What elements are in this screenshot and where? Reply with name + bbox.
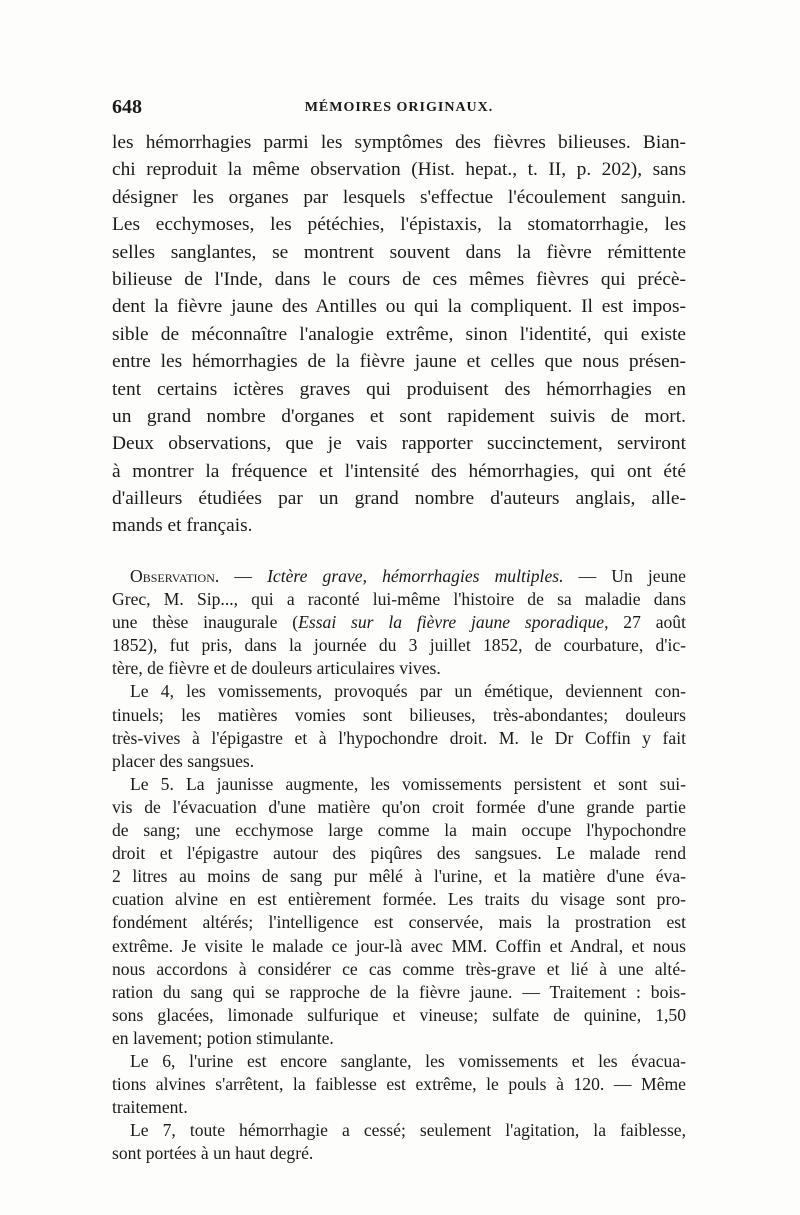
text-line: Grec, M. Sip..., qui a raconté lui-même l'histoire de sa maladie dans	[112, 589, 686, 610]
observation-title: Ictère grave, hémorrhagies multiples.	[267, 566, 564, 586]
body-text	[112, 129, 686, 540]
text-line: un grand nombre d'organes et sont rapidement suivis de mort.	[112, 405, 686, 427]
text-line: Le 6, l'urine est encore sanglante, les vomissements et les évacua-	[130, 1050, 686, 1071]
heading-continuation: Un jeune	[611, 566, 686, 586]
text-line: de sang; une ecchymose large comme la main occupe l'hypochondre	[112, 820, 686, 841]
page-header	[112, 96, 686, 124]
text-line: Les ecchymoses, les pétéchies, l'épistaxis, la stomatorrhagie, les	[112, 214, 686, 236]
cited-thesis-title: Essai sur la fièvre jaune sporadique	[298, 612, 605, 633]
citation-prefix: une thèse inaugurale (	[112, 612, 299, 633]
heading-dash: —	[219, 566, 268, 586]
text-line: cuation alvine en est entièrement formée. Les traits du visage sont pro-	[112, 889, 686, 910]
text-line: très-vives à l'épigastre et à l'hypochondre droit. M. le Dr Coffin y fait	[112, 727, 686, 748]
observation-section	[112, 565, 686, 1165]
text-line: bilieuse de l'Inde, dans le cours de ces mêmes fièvres qui précè-	[112, 268, 686, 290]
text-line: sont portées à un haut degré.	[112, 1143, 314, 1164]
text-line: vis de l'évacuation d'une matière qu'on croit formée d'une grande partie	[112, 796, 686, 817]
text-line: Le 4, les vomissements, provoqués par un émétique, deviennent con-	[130, 681, 686, 702]
text-line: 1852), fut pris, dans la journée du 3 juillet 1852, de courbature, d'ic-	[112, 635, 686, 656]
text-line: extrême. Je visite le malade ce jour-là avec MM. Coffin et Andral, et nous	[112, 935, 686, 956]
text-line: ration du sang qui se rapproche de la fièvre jaune. — Traitement : bois-	[112, 981, 686, 1002]
text-line: tère, de fièvre et de douleurs articulaires vives.	[112, 658, 441, 679]
text-line: Le 7, toute hémorrhagie a cessé; seulement l'agitation, la faiblesse,	[130, 1120, 686, 1141]
text-line: traitement.	[112, 1097, 188, 1118]
text-line: tinuels; les matières vomies sont bilieuses, très-abondantes; douleurs	[112, 704, 686, 725]
text-line: nous accordons à considérer ce cas comme très-grave et lié à une alté-	[112, 958, 686, 979]
citation-line	[112, 611, 686, 634]
text-line: 2 litres au moins de sang pur mêlé à l'urine, et la matière d'une éva-	[112, 866, 686, 887]
text-line: placer des sangsues.	[112, 750, 255, 771]
observation-label: Observation.	[130, 566, 220, 586]
text-line: sons glacées, limonade sulfurique et vineuse; sulfate de quinine, 1,50	[112, 1004, 686, 1025]
text-line: droit et l'épigastre autour des piqûres des sangsues. Le malade rend	[112, 843, 686, 864]
text-line: d'ailleurs étudiées par un grand nombre d'auteurs anglais, alle-	[112, 488, 686, 510]
text-line: dent la fièvre jaune des Antilles ou qui la compliquent. Il est impos-	[112, 296, 686, 318]
text-line: selles sanglantes, se montrent souvent dans la fièvre rémittente	[112, 241, 686, 263]
text-line: entre les hémorrhagies de la fièvre jaune et celles que nous présen-	[112, 351, 686, 373]
text-line: à montrer la fréquence et l'intensité des hémorrhagies, qui ont été	[112, 460, 686, 482]
text-line: en lavement; potion stimulante.	[112, 1027, 334, 1048]
text-line: tions alvines s'arrêtent, la faiblesse est extrême, le pouls à 120. — Même	[112, 1074, 686, 1095]
text-line: chi reproduit la même observation (Hist. hepat., t. II, p. 202), sans	[112, 159, 686, 181]
heading-dash: —	[563, 566, 612, 586]
text-line: Deux observations, que je vais rapporter succinctement, serviront	[112, 433, 686, 455]
text-line: sible de méconnaître l'analogie extrême, sinon l'identité, qui existe	[112, 323, 686, 345]
text-line: fondément altérés; l'intelligence est conservée, mais la prostration est	[112, 912, 686, 933]
observation-heading-line	[112, 565, 686, 588]
text-line: Le 5. La jaunisse augmente, les vomissements persistent et sont sui-	[130, 773, 686, 794]
text-line: mands et français.	[112, 515, 253, 537]
page-number: 648	[112, 96, 142, 118]
text-line: tent certains ictères graves qui produisent des hémorrhagies en	[112, 378, 686, 400]
citation-suffix: , 27 août	[604, 612, 686, 633]
running-title: MÉMOIRES ORIGINAUX.	[304, 100, 494, 115]
text-line: les hémorrhagies parmi les symptômes des fièvres bilieuses. Bian-	[112, 132, 686, 153]
text-line: désigner les organes par lesquels s'effectue l'écoulement sanguin.	[112, 186, 686, 208]
